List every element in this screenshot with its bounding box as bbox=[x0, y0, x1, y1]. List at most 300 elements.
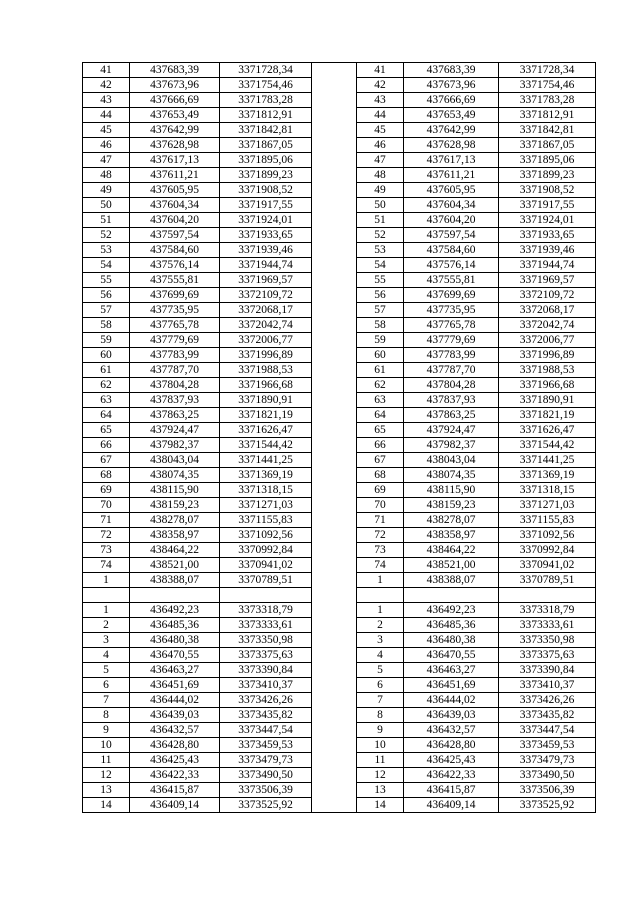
table-row bbox=[83, 348, 596, 363]
table-gap-cell bbox=[312, 738, 357, 753]
right-point-number-cell: 42 bbox=[357, 78, 404, 93]
right-x-coordinate-cell: 436492,23 bbox=[404, 603, 499, 618]
left-x-coordinate-cell: 437611,21 bbox=[130, 168, 220, 183]
left-y-coordinate-cell: 3371969,57 bbox=[220, 273, 312, 288]
left-x-coordinate-cell: 436451,69 bbox=[130, 678, 220, 693]
table-gap-cell bbox=[312, 288, 357, 303]
right-y-coordinate-cell: 3372006,77 bbox=[499, 333, 596, 348]
left-x-coordinate-cell: 437604,34 bbox=[130, 198, 220, 213]
table-gap-cell bbox=[312, 618, 357, 633]
left-point-number-cell: 61 bbox=[83, 363, 130, 378]
table-row bbox=[83, 468, 596, 483]
left-y-coordinate-cell: 3373426,26 bbox=[220, 693, 312, 708]
right-point-number-cell: 52 bbox=[357, 228, 404, 243]
left-y-coordinate-cell: 3371441,25 bbox=[220, 453, 312, 468]
left-x-coordinate-cell: 437765,78 bbox=[130, 318, 220, 333]
table-row bbox=[83, 258, 596, 273]
right-x-coordinate-cell: 438464,22 bbox=[404, 543, 499, 558]
left-point-number-cell: 63 bbox=[83, 393, 130, 408]
right-y-coordinate-cell: 3371754,46 bbox=[499, 78, 596, 93]
right-y-coordinate-cell: 3370941,02 bbox=[499, 558, 596, 573]
right-y-coordinate-cell: 3371271,03 bbox=[499, 498, 596, 513]
table-gap-cell bbox=[312, 318, 357, 333]
table-gap-cell bbox=[312, 543, 357, 558]
right-point-number-cell: 55 bbox=[357, 273, 404, 288]
table-gap-cell bbox=[312, 783, 357, 798]
left-x-coordinate-cell: 437699,69 bbox=[130, 288, 220, 303]
table-gap-cell bbox=[312, 93, 357, 108]
table-row bbox=[83, 333, 596, 348]
left-point-number-cell: 2 bbox=[83, 618, 130, 633]
left-y-coordinate-cell: 3371867,05 bbox=[220, 138, 312, 153]
right-y-coordinate-cell: 3373426,26 bbox=[499, 693, 596, 708]
left-x-coordinate-cell: 436470,55 bbox=[130, 648, 220, 663]
table-row bbox=[83, 798, 596, 813]
table-gap-cell bbox=[312, 498, 357, 513]
left-x-coordinate-cell: 437605,95 bbox=[130, 183, 220, 198]
left-x-coordinate-cell: 436432,57 bbox=[130, 723, 220, 738]
table-row bbox=[83, 663, 596, 678]
left-y-coordinate-cell: 3373459,53 bbox=[220, 738, 312, 753]
left-y-coordinate-cell: 3373333,61 bbox=[220, 618, 312, 633]
right-x-coordinate-cell: 437584,60 bbox=[404, 243, 499, 258]
right-point-number-cell: 54 bbox=[357, 258, 404, 273]
right-point-number-cell: 8 bbox=[357, 708, 404, 723]
right-point-number-cell: 72 bbox=[357, 528, 404, 543]
right-point-number-cell: 68 bbox=[357, 468, 404, 483]
left-y-coordinate-cell: 3373435,82 bbox=[220, 708, 312, 723]
right-point-number-cell: 46 bbox=[357, 138, 404, 153]
right-x-coordinate-cell: 438043,04 bbox=[404, 453, 499, 468]
left-y-coordinate-cell: 3371899,23 bbox=[220, 168, 312, 183]
right-x-coordinate-cell: 437611,21 bbox=[404, 168, 499, 183]
right-x-coordinate-cell: 437666,69 bbox=[404, 93, 499, 108]
right-y-coordinate-cell: 3371369,19 bbox=[499, 468, 596, 483]
table-row bbox=[83, 783, 596, 798]
left-x-coordinate-cell: 436480,38 bbox=[130, 633, 220, 648]
right-point-number-cell: 70 bbox=[357, 498, 404, 513]
right-x-coordinate-cell: 437837,93 bbox=[404, 393, 499, 408]
left-x-coordinate-cell: 436439,03 bbox=[130, 708, 220, 723]
right-x-coordinate-cell: 436425,43 bbox=[404, 753, 499, 768]
left-y-coordinate-cell: 3371271,03 bbox=[220, 498, 312, 513]
left-y-coordinate-cell: 3370941,02 bbox=[220, 558, 312, 573]
left-point-number-cell: 74 bbox=[83, 558, 130, 573]
table-row bbox=[83, 63, 596, 78]
table-row bbox=[83, 693, 596, 708]
table-gap-cell bbox=[312, 588, 357, 603]
table-row bbox=[83, 273, 596, 288]
left-y-coordinate-cell: 3371318,15 bbox=[220, 483, 312, 498]
table-row bbox=[83, 678, 596, 693]
right-x-coordinate-cell: 437982,37 bbox=[404, 438, 499, 453]
left-y-coordinate-cell: 3370789,51 bbox=[220, 573, 312, 588]
table-gap-cell bbox=[312, 108, 357, 123]
left-x-coordinate-cell: 438358,97 bbox=[130, 528, 220, 543]
left-y-coordinate-cell: 3371544,42 bbox=[220, 438, 312, 453]
right-x-coordinate-cell: 437683,39 bbox=[404, 63, 499, 78]
right-y-coordinate-cell: 3373506,39 bbox=[499, 783, 596, 798]
left-x-coordinate-cell: 436425,43 bbox=[130, 753, 220, 768]
left-x-coordinate-cell: 437982,37 bbox=[130, 438, 220, 453]
table-row bbox=[83, 768, 596, 783]
table-gap-cell bbox=[312, 483, 357, 498]
table-gap-cell bbox=[312, 798, 357, 813]
left-x-coordinate-cell: 437683,39 bbox=[130, 63, 220, 78]
table-gap-cell bbox=[312, 198, 357, 213]
left-x-coordinate-cell: 436422,33 bbox=[130, 768, 220, 783]
table-gap-cell bbox=[312, 168, 357, 183]
right-point-number-cell: 73 bbox=[357, 543, 404, 558]
left-point-number-cell: 48 bbox=[83, 168, 130, 183]
table-row bbox=[83, 633, 596, 648]
right-x-coordinate-cell: 437863,25 bbox=[404, 408, 499, 423]
right-x-coordinate-cell: 436470,55 bbox=[404, 648, 499, 663]
left-point-number-cell: 44 bbox=[83, 108, 130, 123]
right-point-number-cell: 5 bbox=[357, 663, 404, 678]
table-row bbox=[83, 618, 596, 633]
table-row bbox=[83, 648, 596, 663]
right-x-coordinate-cell: 437653,49 bbox=[404, 108, 499, 123]
right-x-coordinate-cell: 437604,34 bbox=[404, 198, 499, 213]
right-x-coordinate-cell: 436432,57 bbox=[404, 723, 499, 738]
left-point-number-cell: 68 bbox=[83, 468, 130, 483]
table-row bbox=[83, 108, 596, 123]
table-gap-cell bbox=[312, 453, 357, 468]
table-row bbox=[83, 228, 596, 243]
right-x-coordinate-cell: 438358,97 bbox=[404, 528, 499, 543]
left-y-coordinate-cell: 3371092,56 bbox=[220, 528, 312, 543]
left-point-number-cell: 51 bbox=[83, 213, 130, 228]
right-y-coordinate-cell: 3373479,73 bbox=[499, 753, 596, 768]
right-y-coordinate-cell: 3372109,72 bbox=[499, 288, 596, 303]
table-row bbox=[83, 498, 596, 513]
left-x-coordinate-cell: 437787,70 bbox=[130, 363, 220, 378]
right-x-coordinate-cell: 436428,80 bbox=[404, 738, 499, 753]
left-y-coordinate-cell: 3371996,89 bbox=[220, 348, 312, 363]
left-y-coordinate-cell: 3371908,52 bbox=[220, 183, 312, 198]
table-gap-cell bbox=[312, 183, 357, 198]
left-point-number-cell: 1 bbox=[83, 573, 130, 588]
table-row bbox=[83, 453, 596, 468]
left-point-number-cell: 65 bbox=[83, 423, 130, 438]
table-row bbox=[83, 288, 596, 303]
left-x-coordinate-cell: 437673,96 bbox=[130, 78, 220, 93]
table-row bbox=[83, 603, 596, 618]
table-row bbox=[83, 543, 596, 558]
right-x-coordinate-cell: 438115,90 bbox=[404, 483, 499, 498]
left-x-coordinate-cell: 436492,23 bbox=[130, 603, 220, 618]
table-row bbox=[83, 723, 596, 738]
right-y-coordinate-cell: 3370789,51 bbox=[499, 573, 596, 588]
right-point-number-cell: 66 bbox=[357, 438, 404, 453]
left-y-coordinate-cell: 3373525,92 bbox=[220, 798, 312, 813]
table-gap-cell bbox=[312, 408, 357, 423]
table-gap-cell bbox=[312, 648, 357, 663]
right-y-coordinate-cell: 3373410,37 bbox=[499, 678, 596, 693]
right-point-number-cell: 47 bbox=[357, 153, 404, 168]
right-point-number-cell: 56 bbox=[357, 288, 404, 303]
left-y-coordinate-cell: 3371626,47 bbox=[220, 423, 312, 438]
left-y-coordinate-cell: 3371917,55 bbox=[220, 198, 312, 213]
right-x-coordinate-cell: 436480,38 bbox=[404, 633, 499, 648]
table-gap-cell bbox=[312, 228, 357, 243]
right-point-number-cell: 12 bbox=[357, 768, 404, 783]
left-x-coordinate-cell: 437597,54 bbox=[130, 228, 220, 243]
left-y-coordinate-cell: 3371895,06 bbox=[220, 153, 312, 168]
table-gap-cell bbox=[312, 333, 357, 348]
left-x-coordinate-cell: 437584,60 bbox=[130, 243, 220, 258]
right-y-coordinate-cell bbox=[499, 588, 596, 603]
right-y-coordinate-cell: 3371917,55 bbox=[499, 198, 596, 213]
right-x-coordinate-cell: 438521,00 bbox=[404, 558, 499, 573]
left-x-coordinate-cell: 438464,22 bbox=[130, 543, 220, 558]
right-x-coordinate-cell: 438159,23 bbox=[404, 498, 499, 513]
left-y-coordinate-cell: 3373447,54 bbox=[220, 723, 312, 738]
table-gap-cell bbox=[312, 393, 357, 408]
right-point-number-cell: 3 bbox=[357, 633, 404, 648]
left-x-coordinate-cell: 437555,81 bbox=[130, 273, 220, 288]
left-x-coordinate-cell: 437783,99 bbox=[130, 348, 220, 363]
right-x-coordinate-cell: 437787,70 bbox=[404, 363, 499, 378]
right-point-number-cell: 44 bbox=[357, 108, 404, 123]
right-point-number-cell: 63 bbox=[357, 393, 404, 408]
table-row bbox=[83, 198, 596, 213]
right-y-coordinate-cell: 3371441,25 bbox=[499, 453, 596, 468]
left-point-number-cell: 11 bbox=[83, 753, 130, 768]
left-point-number-cell: 66 bbox=[83, 438, 130, 453]
left-x-coordinate-cell: 437628,98 bbox=[130, 138, 220, 153]
right-point-number-cell: 14 bbox=[357, 798, 404, 813]
right-y-coordinate-cell: 3373490,50 bbox=[499, 768, 596, 783]
left-x-coordinate-cell: 436485,36 bbox=[130, 618, 220, 633]
right-x-coordinate-cell: 436451,69 bbox=[404, 678, 499, 693]
right-y-coordinate-cell: 3373318,79 bbox=[499, 603, 596, 618]
right-y-coordinate-cell: 3373390,84 bbox=[499, 663, 596, 678]
table-row bbox=[83, 483, 596, 498]
left-point-number-cell: 57 bbox=[83, 303, 130, 318]
left-point-number-cell: 6 bbox=[83, 678, 130, 693]
left-x-coordinate-cell: 438043,04 bbox=[130, 453, 220, 468]
right-x-coordinate-cell: 437765,78 bbox=[404, 318, 499, 333]
left-x-coordinate-cell: 436428,80 bbox=[130, 738, 220, 753]
right-x-coordinate-cell: 436485,36 bbox=[404, 618, 499, 633]
right-point-number-cell bbox=[357, 588, 404, 603]
coordinates-table bbox=[82, 62, 596, 813]
left-point-number-cell: 12 bbox=[83, 768, 130, 783]
left-y-coordinate-cell: 3372109,72 bbox=[220, 288, 312, 303]
right-point-number-cell: 50 bbox=[357, 198, 404, 213]
left-x-coordinate-cell: 438388,07 bbox=[130, 573, 220, 588]
left-y-coordinate-cell: 3371924,01 bbox=[220, 213, 312, 228]
right-x-coordinate-cell: 437673,96 bbox=[404, 78, 499, 93]
left-y-coordinate-cell: 3371842,81 bbox=[220, 123, 312, 138]
left-point-number-cell: 58 bbox=[83, 318, 130, 333]
right-y-coordinate-cell: 3373333,61 bbox=[499, 618, 596, 633]
right-y-coordinate-cell: 3370992,84 bbox=[499, 543, 596, 558]
right-point-number-cell: 62 bbox=[357, 378, 404, 393]
table-gap-cell bbox=[312, 258, 357, 273]
right-point-number-cell: 1 bbox=[357, 603, 404, 618]
right-y-coordinate-cell: 3373350,98 bbox=[499, 633, 596, 648]
table-gap-cell bbox=[312, 513, 357, 528]
left-point-number-cell: 59 bbox=[83, 333, 130, 348]
left-point-number-cell: 71 bbox=[83, 513, 130, 528]
right-x-coordinate-cell: 436422,33 bbox=[404, 768, 499, 783]
table-row bbox=[83, 393, 596, 408]
right-x-coordinate-cell: 437628,98 bbox=[404, 138, 499, 153]
table-gap-cell bbox=[312, 603, 357, 618]
right-point-number-cell: 49 bbox=[357, 183, 404, 198]
left-y-coordinate-cell: 3372068,17 bbox=[220, 303, 312, 318]
table-gap-cell bbox=[312, 663, 357, 678]
table-gap-cell bbox=[312, 438, 357, 453]
left-y-coordinate-cell: 3371155,83 bbox=[220, 513, 312, 528]
table-gap-cell bbox=[312, 768, 357, 783]
right-y-coordinate-cell: 3371318,15 bbox=[499, 483, 596, 498]
left-point-number-cell: 5 bbox=[83, 663, 130, 678]
left-point-number-cell: 55 bbox=[83, 273, 130, 288]
left-x-coordinate-cell bbox=[130, 588, 220, 603]
left-x-coordinate-cell: 438278,07 bbox=[130, 513, 220, 528]
right-y-coordinate-cell: 3373435,82 bbox=[499, 708, 596, 723]
right-x-coordinate-cell: 436439,03 bbox=[404, 708, 499, 723]
left-point-number-cell: 7 bbox=[83, 693, 130, 708]
right-y-coordinate-cell: 3371092,56 bbox=[499, 528, 596, 543]
right-x-coordinate-cell: 436444,02 bbox=[404, 693, 499, 708]
right-point-number-cell: 53 bbox=[357, 243, 404, 258]
table-gap-cell bbox=[312, 708, 357, 723]
right-y-coordinate-cell: 3373447,54 bbox=[499, 723, 596, 738]
right-x-coordinate-cell: 436463,27 bbox=[404, 663, 499, 678]
right-y-coordinate-cell: 3371626,47 bbox=[499, 423, 596, 438]
right-point-number-cell: 41 bbox=[357, 63, 404, 78]
table-gap-cell bbox=[312, 468, 357, 483]
table-gap-cell bbox=[312, 678, 357, 693]
table-gap-cell bbox=[312, 153, 357, 168]
right-point-number-cell: 61 bbox=[357, 363, 404, 378]
left-x-coordinate-cell: 437924,47 bbox=[130, 423, 220, 438]
left-y-coordinate-cell: 3371783,28 bbox=[220, 93, 312, 108]
left-point-number-cell: 45 bbox=[83, 123, 130, 138]
right-point-number-cell: 4 bbox=[357, 648, 404, 663]
table-row bbox=[83, 168, 596, 183]
left-point-number-cell: 41 bbox=[83, 63, 130, 78]
table-gap-cell bbox=[312, 378, 357, 393]
left-x-coordinate-cell: 437666,69 bbox=[130, 93, 220, 108]
table-row bbox=[83, 78, 596, 93]
right-y-coordinate-cell: 3371944,74 bbox=[499, 258, 596, 273]
right-x-coordinate-cell: 437642,99 bbox=[404, 123, 499, 138]
right-y-coordinate-cell: 3371988,53 bbox=[499, 363, 596, 378]
table-row bbox=[83, 513, 596, 528]
left-x-coordinate-cell: 436415,87 bbox=[130, 783, 220, 798]
right-y-coordinate-cell: 3371996,89 bbox=[499, 348, 596, 363]
table-gap-cell bbox=[312, 63, 357, 78]
table-row bbox=[83, 213, 596, 228]
left-point-number-cell: 62 bbox=[83, 378, 130, 393]
table-row bbox=[83, 438, 596, 453]
right-y-coordinate-cell: 3371899,23 bbox=[499, 168, 596, 183]
table-row bbox=[83, 153, 596, 168]
left-y-coordinate-cell: 3371754,46 bbox=[220, 78, 312, 93]
left-point-number-cell bbox=[83, 588, 130, 603]
right-point-number-cell: 45 bbox=[357, 123, 404, 138]
left-y-coordinate-cell: 3373375,63 bbox=[220, 648, 312, 663]
left-point-number-cell: 67 bbox=[83, 453, 130, 468]
left-y-coordinate-cell: 3371988,53 bbox=[220, 363, 312, 378]
left-y-coordinate-cell: 3370992,84 bbox=[220, 543, 312, 558]
left-point-number-cell: 64 bbox=[83, 408, 130, 423]
right-y-coordinate-cell: 3371842,81 bbox=[499, 123, 596, 138]
left-x-coordinate-cell: 437576,14 bbox=[130, 258, 220, 273]
left-y-coordinate-cell: 3372042,74 bbox=[220, 318, 312, 333]
table-gap-cell bbox=[312, 78, 357, 93]
right-y-coordinate-cell: 3371812,91 bbox=[499, 108, 596, 123]
right-point-number-cell: 1 bbox=[357, 573, 404, 588]
left-point-number-cell: 8 bbox=[83, 708, 130, 723]
table-row bbox=[83, 138, 596, 153]
table-row bbox=[83, 243, 596, 258]
right-point-number-cell: 11 bbox=[357, 753, 404, 768]
right-point-number-cell: 69 bbox=[357, 483, 404, 498]
left-y-coordinate-cell: 3373506,39 bbox=[220, 783, 312, 798]
right-point-number-cell: 65 bbox=[357, 423, 404, 438]
left-y-coordinate-cell: 3372006,77 bbox=[220, 333, 312, 348]
right-y-coordinate-cell: 3371544,42 bbox=[499, 438, 596, 453]
right-x-coordinate-cell: 437604,20 bbox=[404, 213, 499, 228]
table-row bbox=[83, 558, 596, 573]
right-y-coordinate-cell: 3371933,65 bbox=[499, 228, 596, 243]
left-y-coordinate-cell: 3371728,34 bbox=[220, 63, 312, 78]
left-point-number-cell: 50 bbox=[83, 198, 130, 213]
left-point-number-cell: 43 bbox=[83, 93, 130, 108]
table-body bbox=[83, 63, 596, 813]
right-x-coordinate-cell: 438278,07 bbox=[404, 513, 499, 528]
left-x-coordinate-cell: 437604,20 bbox=[130, 213, 220, 228]
right-point-number-cell: 67 bbox=[357, 453, 404, 468]
right-y-coordinate-cell: 3371821,19 bbox=[499, 408, 596, 423]
right-y-coordinate-cell: 3371728,34 bbox=[499, 63, 596, 78]
left-x-coordinate-cell: 436463,27 bbox=[130, 663, 220, 678]
right-x-coordinate-cell bbox=[404, 588, 499, 603]
left-x-coordinate-cell: 437735,95 bbox=[130, 303, 220, 318]
right-x-coordinate-cell: 437783,99 bbox=[404, 348, 499, 363]
left-point-number-cell: 1 bbox=[83, 603, 130, 618]
left-y-coordinate-cell: 3373479,73 bbox=[220, 753, 312, 768]
right-y-coordinate-cell: 3372068,17 bbox=[499, 303, 596, 318]
right-point-number-cell: 59 bbox=[357, 333, 404, 348]
left-point-number-cell: 46 bbox=[83, 138, 130, 153]
left-y-coordinate-cell bbox=[220, 588, 312, 603]
left-y-coordinate-cell: 3371939,46 bbox=[220, 243, 312, 258]
table-row bbox=[83, 708, 596, 723]
left-point-number-cell: 72 bbox=[83, 528, 130, 543]
right-point-number-cell: 60 bbox=[357, 348, 404, 363]
table-gap-cell bbox=[312, 423, 357, 438]
table-row bbox=[83, 423, 596, 438]
left-point-number-cell: 60 bbox=[83, 348, 130, 363]
table-gap-cell bbox=[312, 213, 357, 228]
left-point-number-cell: 52 bbox=[83, 228, 130, 243]
left-point-number-cell: 14 bbox=[83, 798, 130, 813]
right-x-coordinate-cell: 437617,13 bbox=[404, 153, 499, 168]
table-row bbox=[83, 528, 596, 543]
right-y-coordinate-cell: 3371155,83 bbox=[499, 513, 596, 528]
table-row bbox=[83, 738, 596, 753]
left-x-coordinate-cell: 436409,14 bbox=[130, 798, 220, 813]
table-row bbox=[83, 573, 596, 588]
